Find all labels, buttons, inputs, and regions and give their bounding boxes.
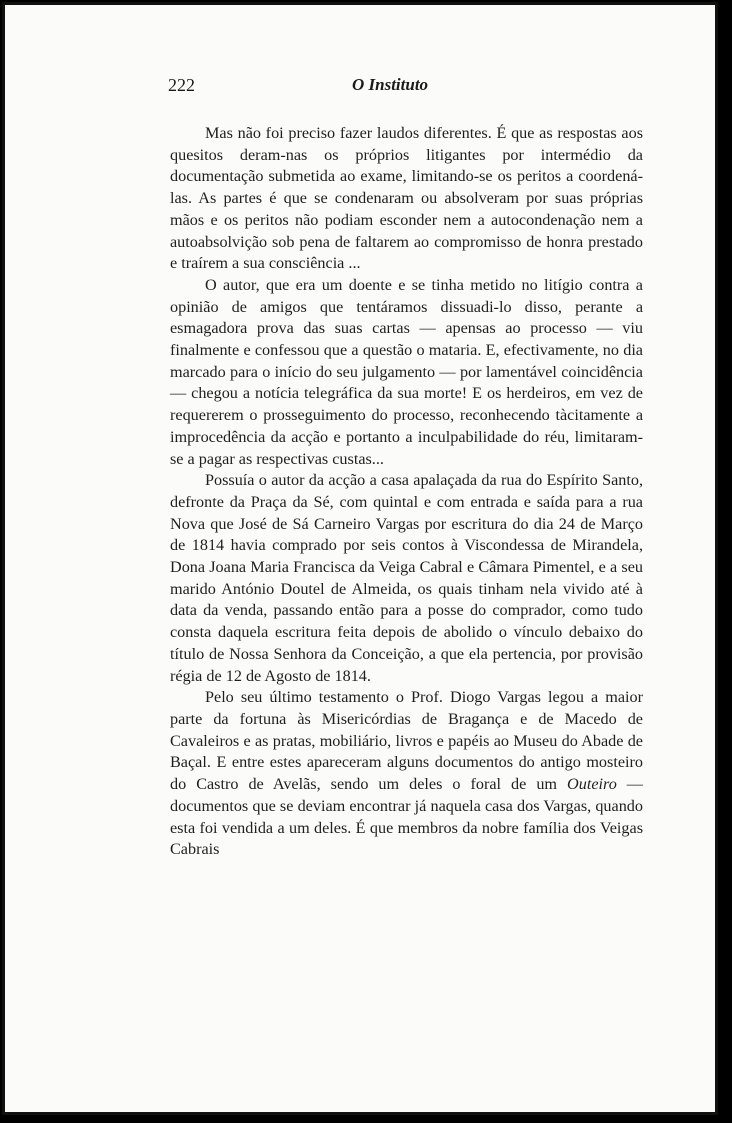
paragraph: Mas não foi preciso fazer laudos diferentes. É que as respostas aos quesitos deram-nas os próprios litigantes por intermédio da documentação submetida ao exame, limitando-se os peritos a coordená-las. As partes é que se condenaram ou absolveram por suas próprias mãos e os peritos não podiam esconder nem a autocondenação nem a autoabsolvição sob pena de faltarem ao compromisso de honra prestado e traírem a sua consciência ...	[170, 124, 643, 273]
running-title: O Instituto	[352, 75, 429, 94]
paragraph-text: — documentos que se deviam encontrar já naquela casa dos Vargas, quando esta foi vendida a um deles. É que membros da nobre família dos Veigas Cabrais	[170, 775, 643, 859]
paragraph: Possuía o autor da acção a casa apalaçada da rua do Espírito Santo, defronte da Praça da Sé, com quintal e com entrada e saída para a rua Nova que José de Sá Carneiro Vargas por escritura do dia 24 de Março de 1814 havia comprado por seis contos à Viscondessa de Mirandela, Dona Joana Maria Francisca da Veiga Cabral e Câmara Pimentel, e a seu marido António Doutel de Almeida, os quais tinham nela vivido até à data da venda, passando então para a posse do comprador, como tudo consta daquela escritura feita depois de abolido o vínculo debaixo do título de Nossa Senhora da Conceição, a que ela pertencia, por provisão régia de 12 de Agosto de 1814.	[170, 471, 643, 685]
body-text	[170, 123, 643, 861]
book-page	[2, 2, 718, 1115]
page-header	[168, 75, 588, 99]
page-number: 222	[168, 75, 195, 95]
paragraph	[170, 687, 643, 861]
paragraph-text: Pelo seu último testamento o Prof. Diogo Vargas legou a maior parte da fortuna às Misericórdias de Bragança e de Macedo de Cavaleiros e as pratas, mobiliário, livros e papéis ao Museu do Abade de Baçal. E entre estes apareceram alguns documentos do antigo mosteiro do Castro de Avelãs, sendo um deles o foral de um	[170, 688, 643, 794]
paragraph: O autor, que era um doente e se tinha metido no litígio contra a opinião de amigos que tentáramos dissuadi-lo disso, perante a esmagadora prova das suas cartas — apensas ao processo — viu finalmente e confessou que a questão o mataria. E, efectivamente, no dia marcado para o início do seu julgamento — por lamentável coincidência — chegou a notícia telegráfica da sua morte! E os herdeiros, em vez de requererem o prosseguimento do processo, reconhecendo tàcitamente a improcedência da acção e portanto a inculpabilidade do réu, limitaram-se a pagar as respectivas custas...	[170, 275, 643, 468]
italic-term: Outeiro	[567, 775, 617, 794]
